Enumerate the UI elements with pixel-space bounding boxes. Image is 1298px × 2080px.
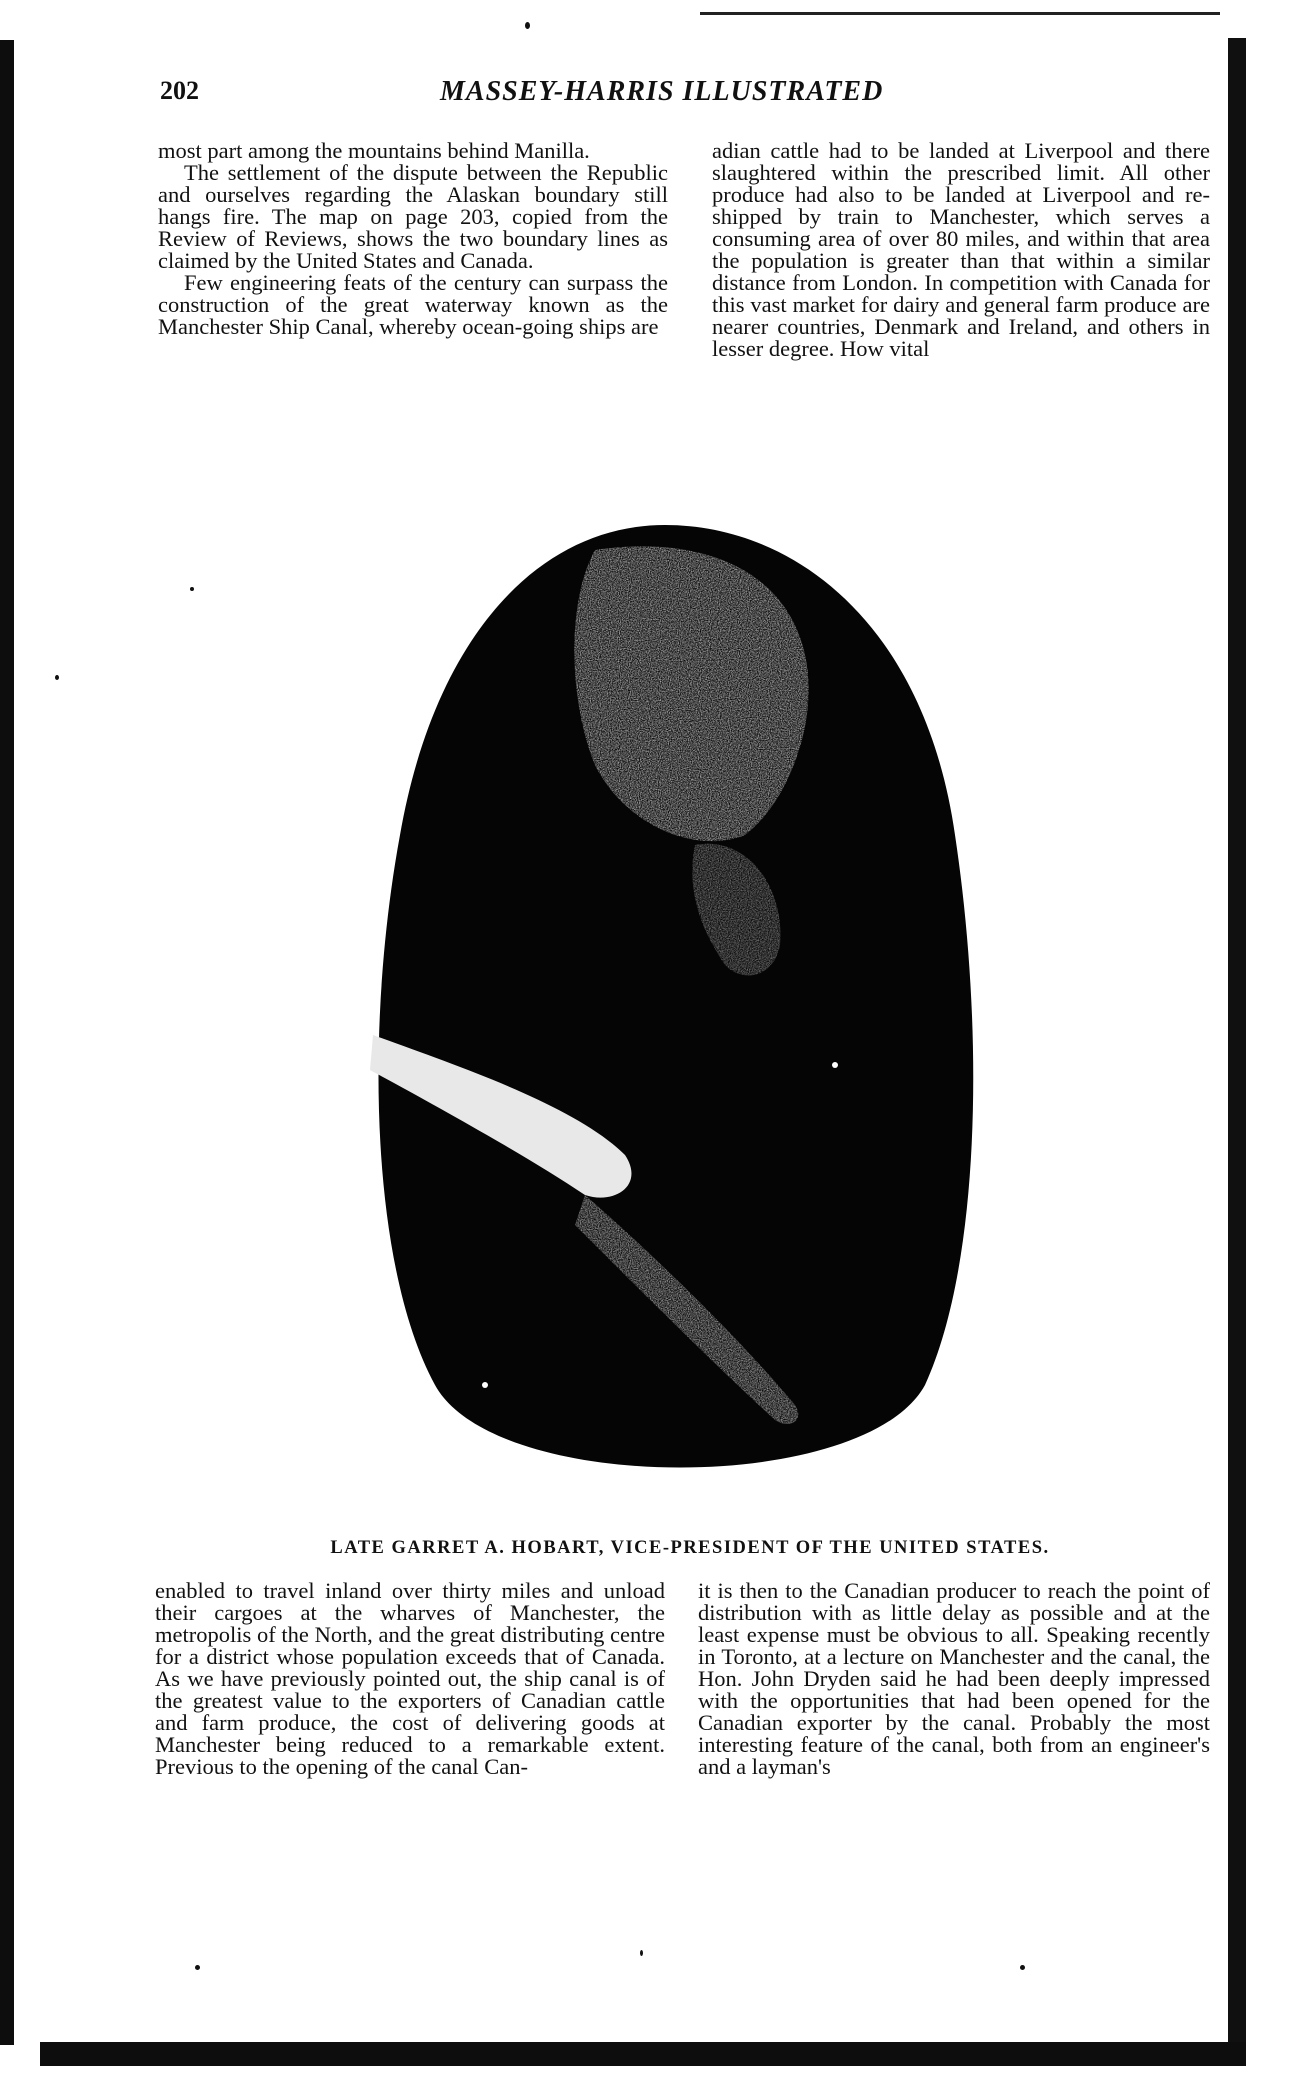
scan-line-top [700, 12, 1220, 15]
scan-border-right [1228, 38, 1246, 2048]
journal-title: MASSEY-HARRIS ILLUSTRATED [440, 76, 884, 107]
print-speck [195, 1965, 200, 1970]
paragraph: most part among the mountains behind Manilla. [158, 138, 590, 163]
portrait-illustration [365, 505, 990, 1505]
paragraph: it is then to the Canadian producer to reach the point of distribution with as little delay as possible and at the least expense must be obvious to all. Speaking recently in Toronto, at a lecture on Manchester and the canal, the Hon. John Dryden said he had been deeply impressed with the opportunities that had been opened for the Canadian exporter by the canal. Probably the most interesting feature of the canal, both from an engineer's and a layman's [698, 1578, 1210, 1779]
column-top-right [712, 140, 1210, 360]
paragraph: Few engineering feats of the century can surpass the construction of the great waterway known as the Manchester Ship Canal, whereby ocean-going ships are [158, 270, 668, 339]
column-bottom-right [698, 1580, 1210, 1778]
print-speck [55, 675, 59, 680]
scan-border-bottom [40, 2042, 1246, 2066]
column-bottom-left [155, 1580, 665, 1778]
paragraph: adian cattle had to be landed at Liverpool and there slaughtered within the prescribed limit. All other produce had also to be landed at Liverpool and re-shipped by train to Manchester, which serves a consuming area of over 80 miles, and within that area the population is greater than that within a similar distance from London. In competition with Canada for this vast market for dairy and general farm produce are nearer countries, Denmark and Ireland, and others in lesser degree. How vital [712, 138, 1210, 361]
page-number: 202 [160, 76, 199, 105]
portrait-speck [399, 1399, 411, 1411]
column-top-left [158, 140, 668, 338]
scan-border-left [0, 40, 14, 2045]
print-speck [640, 1950, 643, 1956]
portrait-caption: LATE GARRET A. HOBART, VICE-PRESIDENT OF THE UNITED STATES. [330, 1538, 1050, 1558]
paragraph: enabled to travel inland over thirty miles and unload their cargoes at the wharves of Manchester, the metropolis of the North, and the great distributing centre for a district whose population exceeds that of Canada. As we have previously pointed out, the ship canal is of the greatest value to the exporters of Canadian cattle and farm produce, the cost of delivering goods at Manchester being reduced to a remarkable extent. Previous to the opening of the canal Can- [155, 1578, 665, 1779]
paragraph: The settlement of the dispute between the Republic and ourselves regarding the Alaskan boundary still hangs fire. The map on page 203, copied from the Review of Reviews, shows the two boundary lines as claimed by the United States and Canada. [158, 160, 668, 273]
print-speck [525, 22, 530, 29]
print-speck [190, 587, 194, 591]
portrait-speck [482, 1382, 488, 1388]
print-speck [1020, 1965, 1025, 1970]
running-head [150, 76, 1210, 110]
portrait-speck [832, 1062, 838, 1068]
